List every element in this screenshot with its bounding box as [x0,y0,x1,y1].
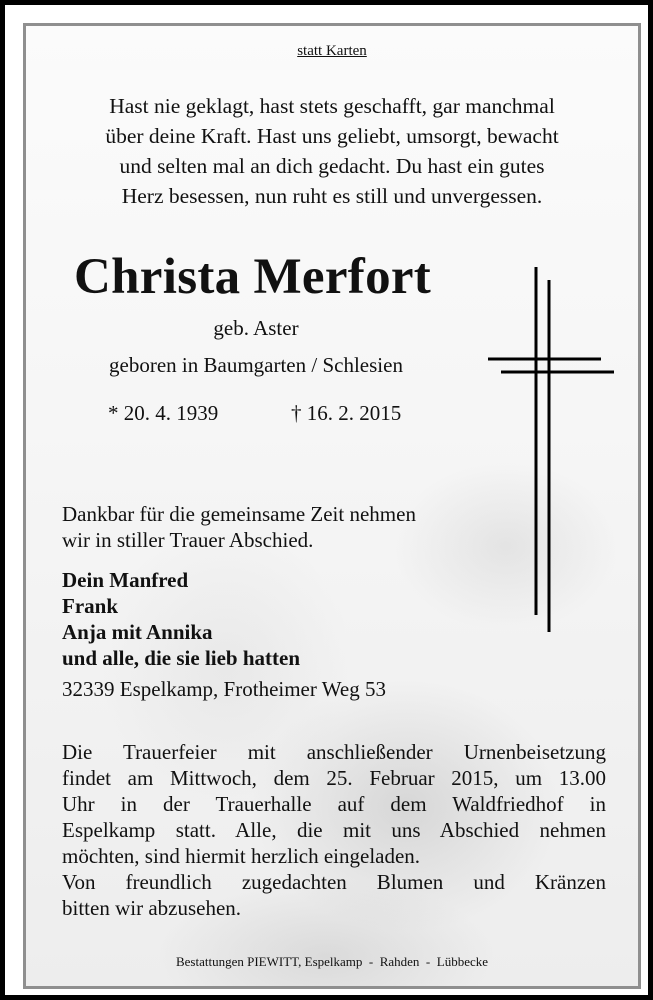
family-list [62,567,300,671]
poem-line: Hast nie geklagt, hast stets geschafft, gar manchmal [109,94,555,118]
ceremony-line: bitten wir abzusehen. [62,896,242,920]
birth-date: * 20. 4. 1939 [108,401,219,425]
ceremony-line: Uhr in der Trauerhalle auf dem Waldfriedhof in [62,792,606,816]
header-note: statt Karten [297,43,367,59]
birthplace: geboren in Baumgarten / Schlesien [109,353,403,377]
obituary-card [23,23,641,989]
funeral-home-footer: Bestattungen PIEWITT, Espelkamp - Rahden - Lübbecke [175,954,489,969]
deceased-name: Christa Merfort [74,249,432,305]
thanks-line: Dankbar für die gemeinsame Zeit nehmen [62,502,416,526]
family-member: Anja mit Annika [62,620,213,644]
family-member: Dein Manfred [62,568,189,592]
address: 32339 Espelkamp, Frotheimer Weg 53 [62,677,386,701]
family-member: Frank [62,594,119,618]
family-member: und alle, die sie lieb hatten [62,646,301,670]
ceremony-info [62,739,606,921]
poem-line: und selten mal an dich gedacht. Du hast ein gutes [119,154,545,178]
ceremony-line: Von freundlich zugedachten Blumen und Kränzen [62,870,606,894]
poem-line: Herz besessen, nun ruht es still und unvergessen. [121,184,543,208]
thanks-text [62,501,416,553]
double-cross-icon [481,267,616,652]
thanks-line: wir in stiller Trauer Abschied. [62,528,314,552]
poem [26,91,638,211]
death-date: † 16. 2. 2015 [291,401,402,425]
maiden-name: geb. Aster [213,316,299,340]
ceremony-line: findet am Mittwoch, dem 25. Februar 2015, um 13.00 [62,766,606,790]
poem-line: über deine Kraft. Hast uns geliebt, umsorgt, bewacht [105,124,559,148]
ceremony-line: Die Trauerfeier mit anschließender Urnenbeisetzung [62,740,606,764]
ceremony-line: möchten, sind hiermit herzlich eingeladen. [62,844,421,868]
ceremony-line: Espelkamp statt. Alle, die mit uns Abschied nehmen [62,818,606,842]
